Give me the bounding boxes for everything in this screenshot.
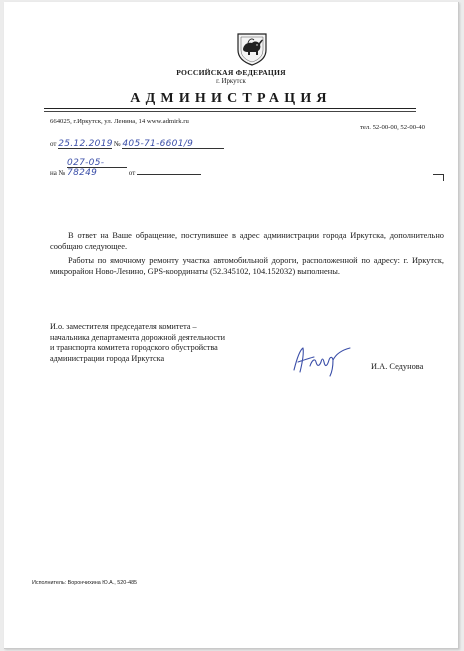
body-paragraph-2: Работы по ямочному ремонту участка автомобильной дороги, расположенной по адресу: г. Иркутск, микрорайон Ново-Ленино, GPS-координаты (52.345102, 104.152032) выполнены. [50,256,444,276]
date-field [58,139,112,149]
address-block-corner-mark [433,174,444,181]
signer-position [50,322,225,364]
date-label: от [50,140,57,148]
reply-date-label: от [128,169,136,177]
incoming-reference [50,158,201,177]
signature-icon [288,340,358,380]
body-paragraph-1: В ответ на Ваше обращение, поступившее в адрес администрации города Иркутска, дополнительно сообщаю следующее. [50,231,444,251]
reply-number-value: 027-05-78249 [67,158,105,178]
coat-of-arms-icon [235,32,269,66]
executor-note: Исполнитель: Ворончихина Ю.А., 520-485 [32,580,138,586]
number-value: 405-71-6601/9 [122,139,194,149]
address-line: 664025, г.Иркутск, ул. Ленина, 14 www.admirk.ru [50,118,189,125]
number-label: № [113,140,121,148]
page-title: АДМИНИСТРАЦИЯ [130,91,332,106]
phone-line: тел. 52-00-00, 52-00-40 [360,124,425,131]
outgoing-reference [50,139,224,149]
country-name: РОССИЙСКАЯ ФЕДЕРАЦИЯ [176,68,286,77]
reply-date-field [137,165,201,175]
number-field [122,139,224,149]
document-page [4,2,459,649]
date-value: 25.12.2019 [58,139,113,149]
signer-line-3: и транспорта комитета городского обустройства [50,343,218,353]
signer-line-4: администрации города Иркутска [50,353,165,363]
reply-to-label: на № [50,169,66,177]
signer-line-2: начальника департамента дорожной деятельности [50,332,225,342]
signer-line-1: И.о. заместителя председателя комитета – [50,322,197,331]
reply-number-field [67,158,127,178]
letter-body [50,230,444,277]
signer-name: И.А. Седунова [371,362,424,371]
city-name: г. Иркутск [216,78,246,85]
header-divider-thin [44,111,416,112]
header-divider-thick [44,108,416,109]
